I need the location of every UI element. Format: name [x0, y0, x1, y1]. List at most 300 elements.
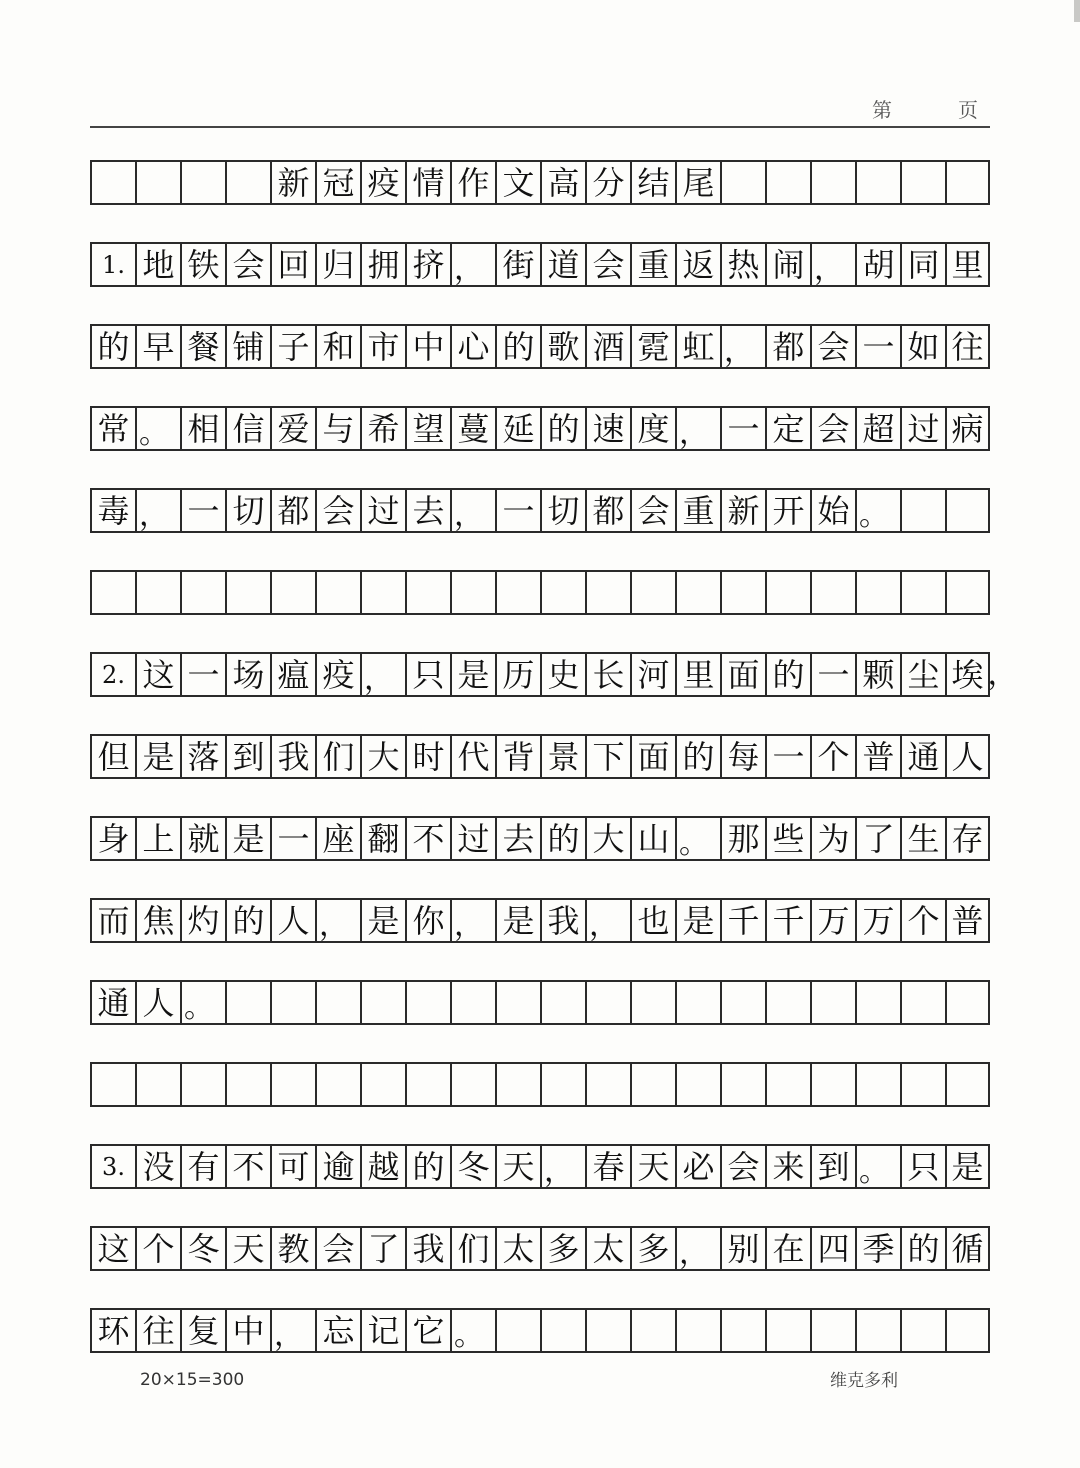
grid-cell: 我 [540, 898, 585, 943]
grid-cell: 历 [495, 652, 540, 697]
grid-cell [675, 1062, 720, 1107]
grid-cell [585, 980, 630, 1025]
grid-cell: 会 [720, 1144, 765, 1189]
grid-cell [900, 570, 945, 615]
grid-cell: 是 [360, 898, 405, 943]
grid-cell [900, 1308, 945, 1353]
scan-edge-mark [1074, 0, 1080, 22]
grid-cell: ， [360, 652, 405, 697]
grid-cell: 而 [90, 898, 135, 943]
grid-cell: 千 [765, 898, 810, 943]
grid-cell: 酒 [585, 324, 630, 369]
grid-cell: 新 [720, 488, 765, 533]
grid-cell: 通 [90, 980, 135, 1025]
grid-cell: 瘟 [270, 652, 315, 697]
grid-cell: 冬 [180, 1226, 225, 1271]
grid-cell: 一 [180, 488, 225, 533]
grid-cell: 大 [360, 734, 405, 779]
grid-cell: 下 [585, 734, 630, 779]
grid-cell: 疫 [360, 160, 405, 205]
grid-row [90, 898, 990, 943]
grid-cell: 的 [900, 1226, 945, 1271]
grid-row [90, 242, 990, 287]
grid-cell [855, 570, 900, 615]
grid-cell: ， [450, 488, 495, 533]
grid-cell: 河 [630, 652, 675, 697]
grid-cell: 每 [720, 734, 765, 779]
grid-cell [450, 1062, 495, 1107]
grid-cell [495, 980, 540, 1025]
grid-row [90, 406, 990, 451]
grid-cell: 上 [135, 816, 180, 861]
grid-cell: 了 [360, 1226, 405, 1271]
grid-cell [855, 1308, 900, 1353]
grid-cell: 这 [135, 652, 180, 697]
grid-cell [180, 160, 225, 205]
grid-cell: 们 [315, 734, 360, 779]
grid-cell: 。 [180, 980, 225, 1025]
grid-cell: 我 [270, 734, 315, 779]
grid-cell: 个 [900, 898, 945, 943]
grid-cell: 多 [630, 1226, 675, 1271]
grid-cell: 。 [855, 488, 900, 533]
grid-cell: 不 [225, 1144, 270, 1189]
grid-cell: 我 [405, 1226, 450, 1271]
grid-cell [540, 1308, 585, 1353]
grid-cell: 一 [765, 734, 810, 779]
grid-cell: 道 [540, 242, 585, 287]
grid-cell: 背 [495, 734, 540, 779]
grid-row [90, 1308, 990, 1353]
grid-cell: 情 [405, 160, 450, 205]
grid-cell [135, 160, 180, 205]
grid-cell: 里 [675, 652, 720, 697]
grid-cell: 四 [810, 1226, 855, 1271]
grid-cell: 返 [675, 242, 720, 287]
grid-cell [945, 160, 990, 205]
grid-cell [900, 488, 945, 533]
grid-cell [585, 570, 630, 615]
grid-cell: 1. [90, 242, 135, 287]
grid-cell [540, 980, 585, 1025]
grid-cell: 作 [450, 160, 495, 205]
grid-cell: 忘 [315, 1308, 360, 1353]
grid-cell: 的 [495, 324, 540, 369]
grid-cell [225, 160, 270, 205]
grid-cell: 为 [810, 816, 855, 861]
grid-cell: 的 [540, 816, 585, 861]
grid-cell: 太 [495, 1226, 540, 1271]
grid-row [90, 980, 990, 1025]
grid-cell: 人 [945, 734, 990, 779]
header-rule [90, 126, 990, 128]
grid-cell [90, 160, 135, 205]
grid-cell: 的 [90, 324, 135, 369]
grid-cell: 挤 [405, 242, 450, 287]
grid-cell: 虹 [675, 324, 720, 369]
grid-cell [360, 570, 405, 615]
grid-cell: 天 [495, 1144, 540, 1189]
grid-cell: 那 [720, 816, 765, 861]
grid-cell: 胡 [855, 242, 900, 287]
grid-cell [945, 1062, 990, 1107]
page-label-ye: 页 [958, 98, 978, 122]
grid-cell: 了 [855, 816, 900, 861]
grid-cell: 往 [135, 1308, 180, 1353]
grid-cell: 是 [135, 734, 180, 779]
grid-cell: 和 [315, 324, 360, 369]
grid-cell [900, 1062, 945, 1107]
grid-cell [630, 1062, 675, 1107]
grid-cell [180, 570, 225, 615]
grid-cell: 一 [810, 652, 855, 697]
grid-cell: 灼 [180, 898, 225, 943]
grid-cell: 普 [945, 898, 990, 943]
grid-cell: 你 [405, 898, 450, 943]
grid-cell: 会 [315, 488, 360, 533]
grid-cell: 铁 [180, 242, 225, 287]
grid-cell [810, 980, 855, 1025]
grid-cell: 万 [855, 898, 900, 943]
grid-cell [405, 570, 450, 615]
grid-cell: 千 [720, 898, 765, 943]
grid-cell [135, 570, 180, 615]
grid-cell: 毒 [90, 488, 135, 533]
grid-cell: 是 [450, 652, 495, 697]
grid-cell [810, 160, 855, 205]
grid-cell [810, 570, 855, 615]
grid-cell [765, 160, 810, 205]
grid-cell: 病 [945, 406, 990, 451]
grid-cell: ， [540, 1144, 585, 1189]
grid-cell [225, 1062, 270, 1107]
grid-cell: 代 [450, 734, 495, 779]
grid-cell: 普 [855, 734, 900, 779]
grid-cell: 中 [405, 324, 450, 369]
grid-cell: ， [585, 898, 630, 943]
grid-cell: 一 [495, 488, 540, 533]
grid-cell [720, 980, 765, 1025]
grid-cell: 史 [540, 652, 585, 697]
grid-cell: 只 [900, 1144, 945, 1189]
grid-cell: 闹 [765, 242, 810, 287]
grid-cell: 复 [180, 1308, 225, 1353]
grid-cell [135, 1062, 180, 1107]
grid-cell: 教 [270, 1226, 315, 1271]
grid-cell: 心 [450, 324, 495, 369]
grid-cell: 速 [585, 406, 630, 451]
grid-cell: 往 [945, 324, 990, 369]
grid-cell: 疫 [315, 652, 360, 697]
writing-grid [90, 160, 1018, 1468]
grid-cell: 焦 [135, 898, 180, 943]
grid-cell: 到 [225, 734, 270, 779]
grid-cell: 春 [585, 1144, 630, 1189]
grid-cell [315, 1062, 360, 1107]
grid-cell: 切 [540, 488, 585, 533]
grid-row [90, 816, 990, 861]
grid-cell: 分 [585, 160, 630, 205]
grid-cell [855, 1062, 900, 1107]
grid-cell [315, 980, 360, 1025]
grid-cell: 也 [630, 898, 675, 943]
grid-cell: 3. [90, 1144, 135, 1189]
grid-cell: 如 [900, 324, 945, 369]
page-label-di: 第 [872, 98, 892, 122]
grid-cell: 会 [810, 406, 855, 451]
grid-cell [270, 570, 315, 615]
page-header [90, 94, 990, 128]
grid-cell: 过 [900, 406, 945, 451]
grid-cell: 环 [90, 1308, 135, 1353]
grid-cell: 个 [135, 1226, 180, 1271]
grid-cell: 都 [585, 488, 630, 533]
grid-cell: 它 [405, 1308, 450, 1353]
grid-cell: 个 [810, 734, 855, 779]
grid-cell: 重 [630, 242, 675, 287]
grid-cell: 是 [675, 898, 720, 943]
grid-cell: 颗 [855, 652, 900, 697]
grid-row [90, 734, 990, 779]
grid-cell: 冬 [450, 1144, 495, 1189]
grid-cell [810, 1308, 855, 1353]
grid-cell: 的 [675, 734, 720, 779]
grid-cell: 这 [90, 1226, 135, 1271]
grid-cell: 循 [945, 1226, 990, 1271]
grid-cell: 相 [180, 406, 225, 451]
grid-cell: 的 [405, 1144, 450, 1189]
grid-cell: 天 [225, 1226, 270, 1271]
grid-cell: 霓 [630, 324, 675, 369]
grid-cell: 生 [900, 816, 945, 861]
grid-cell: 常 [90, 406, 135, 451]
grid-cell: 街 [495, 242, 540, 287]
grid-cell: 时 [405, 734, 450, 779]
grid-cell [360, 980, 405, 1025]
grid-cell: 些 [765, 816, 810, 861]
grid-cell: ， [135, 488, 180, 533]
grid-cell: ， [675, 1226, 720, 1271]
grid-cell [720, 570, 765, 615]
grid-cell [900, 160, 945, 205]
grid-cell: 面 [630, 734, 675, 779]
grid-cell: 多 [540, 1226, 585, 1271]
grid-cell: 会 [810, 324, 855, 369]
grid-cell: 不 [405, 816, 450, 861]
grid-cell: 同 [900, 242, 945, 287]
grid-cell [945, 980, 990, 1025]
grid-row [90, 570, 990, 615]
grid-row [90, 1226, 990, 1271]
grid-cell [540, 570, 585, 615]
grid-cell: 早 [135, 324, 180, 369]
grid-cell: 2. [90, 652, 135, 697]
grid-cell: 在 [765, 1226, 810, 1271]
grid-cell: 逾 [315, 1144, 360, 1189]
grid-cell: 延 [495, 406, 540, 451]
grid-cell: 的 [225, 898, 270, 943]
grid-cell: 到 [810, 1144, 855, 1189]
grid-cell: 人 [135, 980, 180, 1025]
grid-cell: 中 [225, 1308, 270, 1353]
grid-cell: 身 [90, 816, 135, 861]
grid-cell: 里 [945, 242, 990, 287]
grid-cell: 过 [450, 816, 495, 861]
grid-cell: 座 [315, 816, 360, 861]
grid-cell: 是 [225, 816, 270, 861]
grid-spec-label: 20×15=300 [140, 1370, 245, 1390]
grid-cell: 尘 [900, 652, 945, 697]
grid-cell: 长 [585, 652, 630, 697]
grid-cell [675, 1308, 720, 1353]
grid-cell [630, 1308, 675, 1353]
grid-cell [765, 1308, 810, 1353]
grid-cell: 存 [945, 816, 990, 861]
grid-cell [315, 570, 360, 615]
grid-cell: 餐 [180, 324, 225, 369]
grid-cell: 地 [135, 242, 180, 287]
grid-cell: 会 [225, 242, 270, 287]
grid-cell: 度 [630, 406, 675, 451]
grid-cell: 爱 [270, 406, 315, 451]
grid-cell: 文 [495, 160, 540, 205]
grid-cell: 面 [720, 652, 765, 697]
grid-cell: 高 [540, 160, 585, 205]
grid-cell [630, 570, 675, 615]
grid-cell: 去 [405, 488, 450, 533]
grid-cell: 定 [765, 406, 810, 451]
grid-cell [90, 570, 135, 615]
grid-cell: 会 [585, 242, 630, 287]
grid-cell: 有 [180, 1144, 225, 1189]
grid-cell: 落 [180, 734, 225, 779]
grid-cell: 是 [495, 898, 540, 943]
grid-cell: 始 [810, 488, 855, 533]
grid-cell: 天 [630, 1144, 675, 1189]
grid-cell: 太 [585, 1226, 630, 1271]
grid-cell: 冠 [315, 160, 360, 205]
grid-row [90, 1144, 990, 1189]
grid-cell [630, 980, 675, 1025]
grid-cell: 一 [720, 406, 765, 451]
grid-cell: 来 [765, 1144, 810, 1189]
grid-cell: 越 [360, 1144, 405, 1189]
grid-cell: 埃 ， [945, 652, 990, 697]
grid-cell: 就 [180, 816, 225, 861]
grid-cell [945, 1308, 990, 1353]
grid-cell: 必 [675, 1144, 720, 1189]
grid-cell: 人 [270, 898, 315, 943]
grid-cell: 都 [765, 324, 810, 369]
grid-cell: ， [270, 1308, 315, 1353]
grid-cell: 是 [945, 1144, 990, 1189]
grid-cell [90, 1062, 135, 1107]
grid-cell: 热 [720, 242, 765, 287]
grid-cell: 通 [900, 734, 945, 779]
grid-cell [405, 980, 450, 1025]
grid-cell: 翻 [360, 816, 405, 861]
grid-cell: 大 [585, 816, 630, 861]
grid-cell: 的 [540, 406, 585, 451]
grid-cell: 切 [225, 488, 270, 533]
grid-cell: 山 [630, 816, 675, 861]
grid-cell [270, 1062, 315, 1107]
grid-cell: 望 [405, 406, 450, 451]
grid-cell [360, 1062, 405, 1107]
grid-cell [495, 1308, 540, 1353]
grid-cell: 只 [405, 652, 450, 697]
grid-cell: ， [315, 898, 360, 943]
grid-cell [225, 570, 270, 615]
grid-cell: 信 [225, 406, 270, 451]
grid-cell: 会 [630, 488, 675, 533]
grid-cell: 歌 [540, 324, 585, 369]
grid-cell [855, 160, 900, 205]
grid-cell: 与 [315, 406, 360, 451]
grid-cell: 过 [360, 488, 405, 533]
grid-cell: 会 [315, 1226, 360, 1271]
grid-cell: 场 [225, 652, 270, 697]
grid-cell: 市 [360, 324, 405, 369]
grid-cell: 回 [270, 242, 315, 287]
grid-cell [765, 1062, 810, 1107]
grid-cell: 蔓 [450, 406, 495, 451]
grid-cell: 。 [855, 1144, 900, 1189]
grid-cell: 拥 [360, 242, 405, 287]
grid-cell: 希 [360, 406, 405, 451]
grid-cell: 没 [135, 1144, 180, 1189]
grid-cell: 可 [270, 1144, 315, 1189]
grid-cell [765, 980, 810, 1025]
grid-row [90, 652, 1018, 697]
grid-cell: ， [450, 898, 495, 943]
brand-label: 维克多利 [830, 1371, 898, 1391]
grid-cell [495, 1062, 540, 1107]
grid-cell: 但 [90, 734, 135, 779]
grid-cell: 一 [270, 816, 315, 861]
grid-row [90, 1062, 990, 1107]
grid-cell: 结 [630, 160, 675, 205]
grid-cell: 尾 [675, 160, 720, 205]
grid-cell [495, 570, 540, 615]
grid-cell: 万 [810, 898, 855, 943]
grid-cell [225, 980, 270, 1025]
grid-cell: 记 [360, 1308, 405, 1353]
grid-cell: 铺 [225, 324, 270, 369]
grid-cell [450, 980, 495, 1025]
grid-cell [405, 1062, 450, 1107]
grid-cell [180, 1062, 225, 1107]
grid-cell: 超 [855, 406, 900, 451]
grid-cell [900, 980, 945, 1025]
grid-cell: 。 [450, 1308, 495, 1353]
grid-cell: 。 [675, 816, 720, 861]
grid-cell [585, 1062, 630, 1107]
grid-cell [810, 1062, 855, 1107]
grid-cell: 一 [855, 324, 900, 369]
grid-cell [540, 1062, 585, 1107]
grid-cell [675, 570, 720, 615]
grid-cell: ， [450, 242, 495, 287]
grid-cell: ， [810, 242, 855, 287]
grid-cell: ， [720, 324, 765, 369]
grid-cell [585, 1308, 630, 1353]
grid-cell: 一 [180, 652, 225, 697]
grid-cell: 都 [270, 488, 315, 533]
grid-cell: 重 [675, 488, 720, 533]
grid-cell [675, 980, 720, 1025]
grid-cell [855, 980, 900, 1025]
